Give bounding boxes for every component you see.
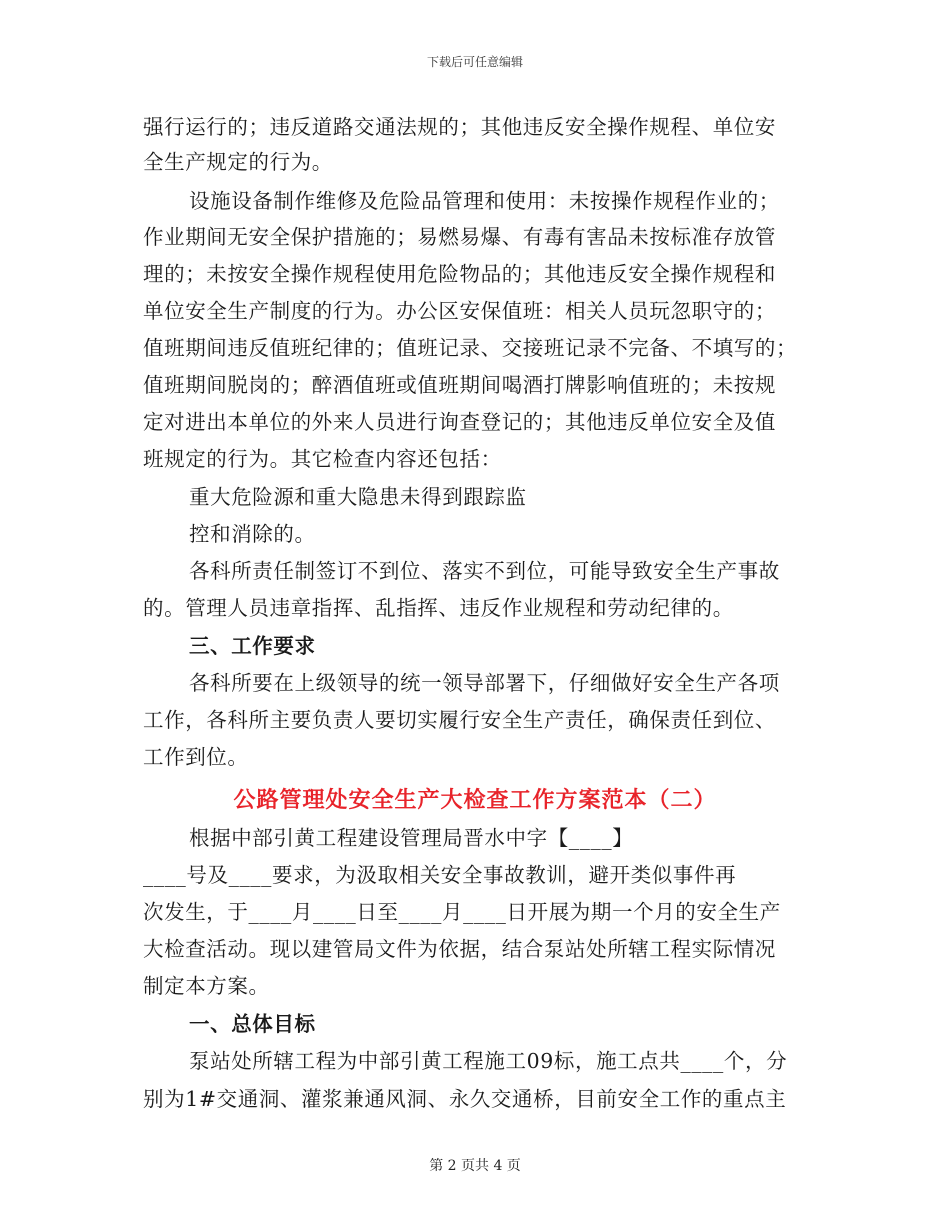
text-line: 工作，各科所主要负责人要切实履行安全生产责任，确保责任到位、	[143, 708, 776, 732]
text-line: 作业期间无安全保护措施的；易燃易爆、有毒有害品未按标准存放管	[143, 225, 776, 249]
text-line: 值班期间违反值班纪律的；值班记录、交接班记录不完备、不填写的；	[143, 336, 798, 360]
text-line: 单位安全生产制度的行为。办公区安保值班：相关人员玩忽职守的；	[143, 299, 776, 323]
page-header: 下载后可任意编辑	[426, 55, 523, 69]
text-line: 根据中部引黄工程建设管理局晋水中字【____】	[189, 826, 634, 850]
text-line: 班规定的行为。其它检查内容还包括：	[143, 447, 502, 471]
section-title: 公路管理处安全生产大检查工作方案范本（二）	[233, 787, 717, 813]
text-line: 工作到位。	[143, 745, 249, 769]
text-line: 各科所责任制签订不到位、落实不到位，可能导致安全生产事故	[189, 559, 780, 583]
text-line: 值班期间脱岗的；醉酒值班或值班期间喝酒打牌影响值班的；未按规	[143, 373, 776, 397]
text-line: 各科所要在上级领导的统一领导部署下，仔细做好安全生产各项	[189, 671, 780, 695]
text-line: 重大危险源和重大隐患未得到跟踪监	[189, 485, 527, 509]
text-line: 控和消除的。	[189, 522, 316, 546]
text-line: 的。管理人员违章指挥、乱指挥、违反作业规程和劳动纪律的。	[143, 596, 734, 620]
text-line: 次发生，于____月____日至____月____日开展为期一个月的安全生产	[143, 900, 781, 924]
text-line: 强行运行的；违反道路交通法规的；其他违反安全操作规程、单位安	[143, 115, 776, 139]
section-heading: 一、总体目标	[189, 1012, 316, 1036]
text-line: ____号及____要求，为汲取相关安全事故教训，避开类似事件再	[143, 863, 737, 887]
section-heading: 三、工作要求	[189, 634, 316, 658]
text-line: 理的；未按安全操作规程使用危险物品的；其他违反安全操作规程和	[143, 262, 776, 286]
text-line: 全生产规定的行为。	[143, 150, 333, 174]
page-footer: 第 2 页共 4 页	[429, 1158, 521, 1174]
text-line: 设施设备制作维修及危险品管理和使用：未按操作规程作业的；	[189, 189, 780, 213]
text-line: 大检查活动。现以建管局文件为依据，结合泵站处所辖工程实际情况	[143, 937, 776, 961]
text-line: 定对进出本单位的外来人员进行询查登记的；其他违反单位安全及值	[143, 410, 776, 434]
text-line: 泵站处所辖工程为中部引黄工程施工09标，施工点共____个，分	[189, 1049, 788, 1073]
text-line: 制定本方案。	[143, 974, 270, 998]
text-line: 别为1#交通洞、灌浆兼通风洞、永久交通桥，目前安全工作的重点主	[143, 1087, 787, 1111]
